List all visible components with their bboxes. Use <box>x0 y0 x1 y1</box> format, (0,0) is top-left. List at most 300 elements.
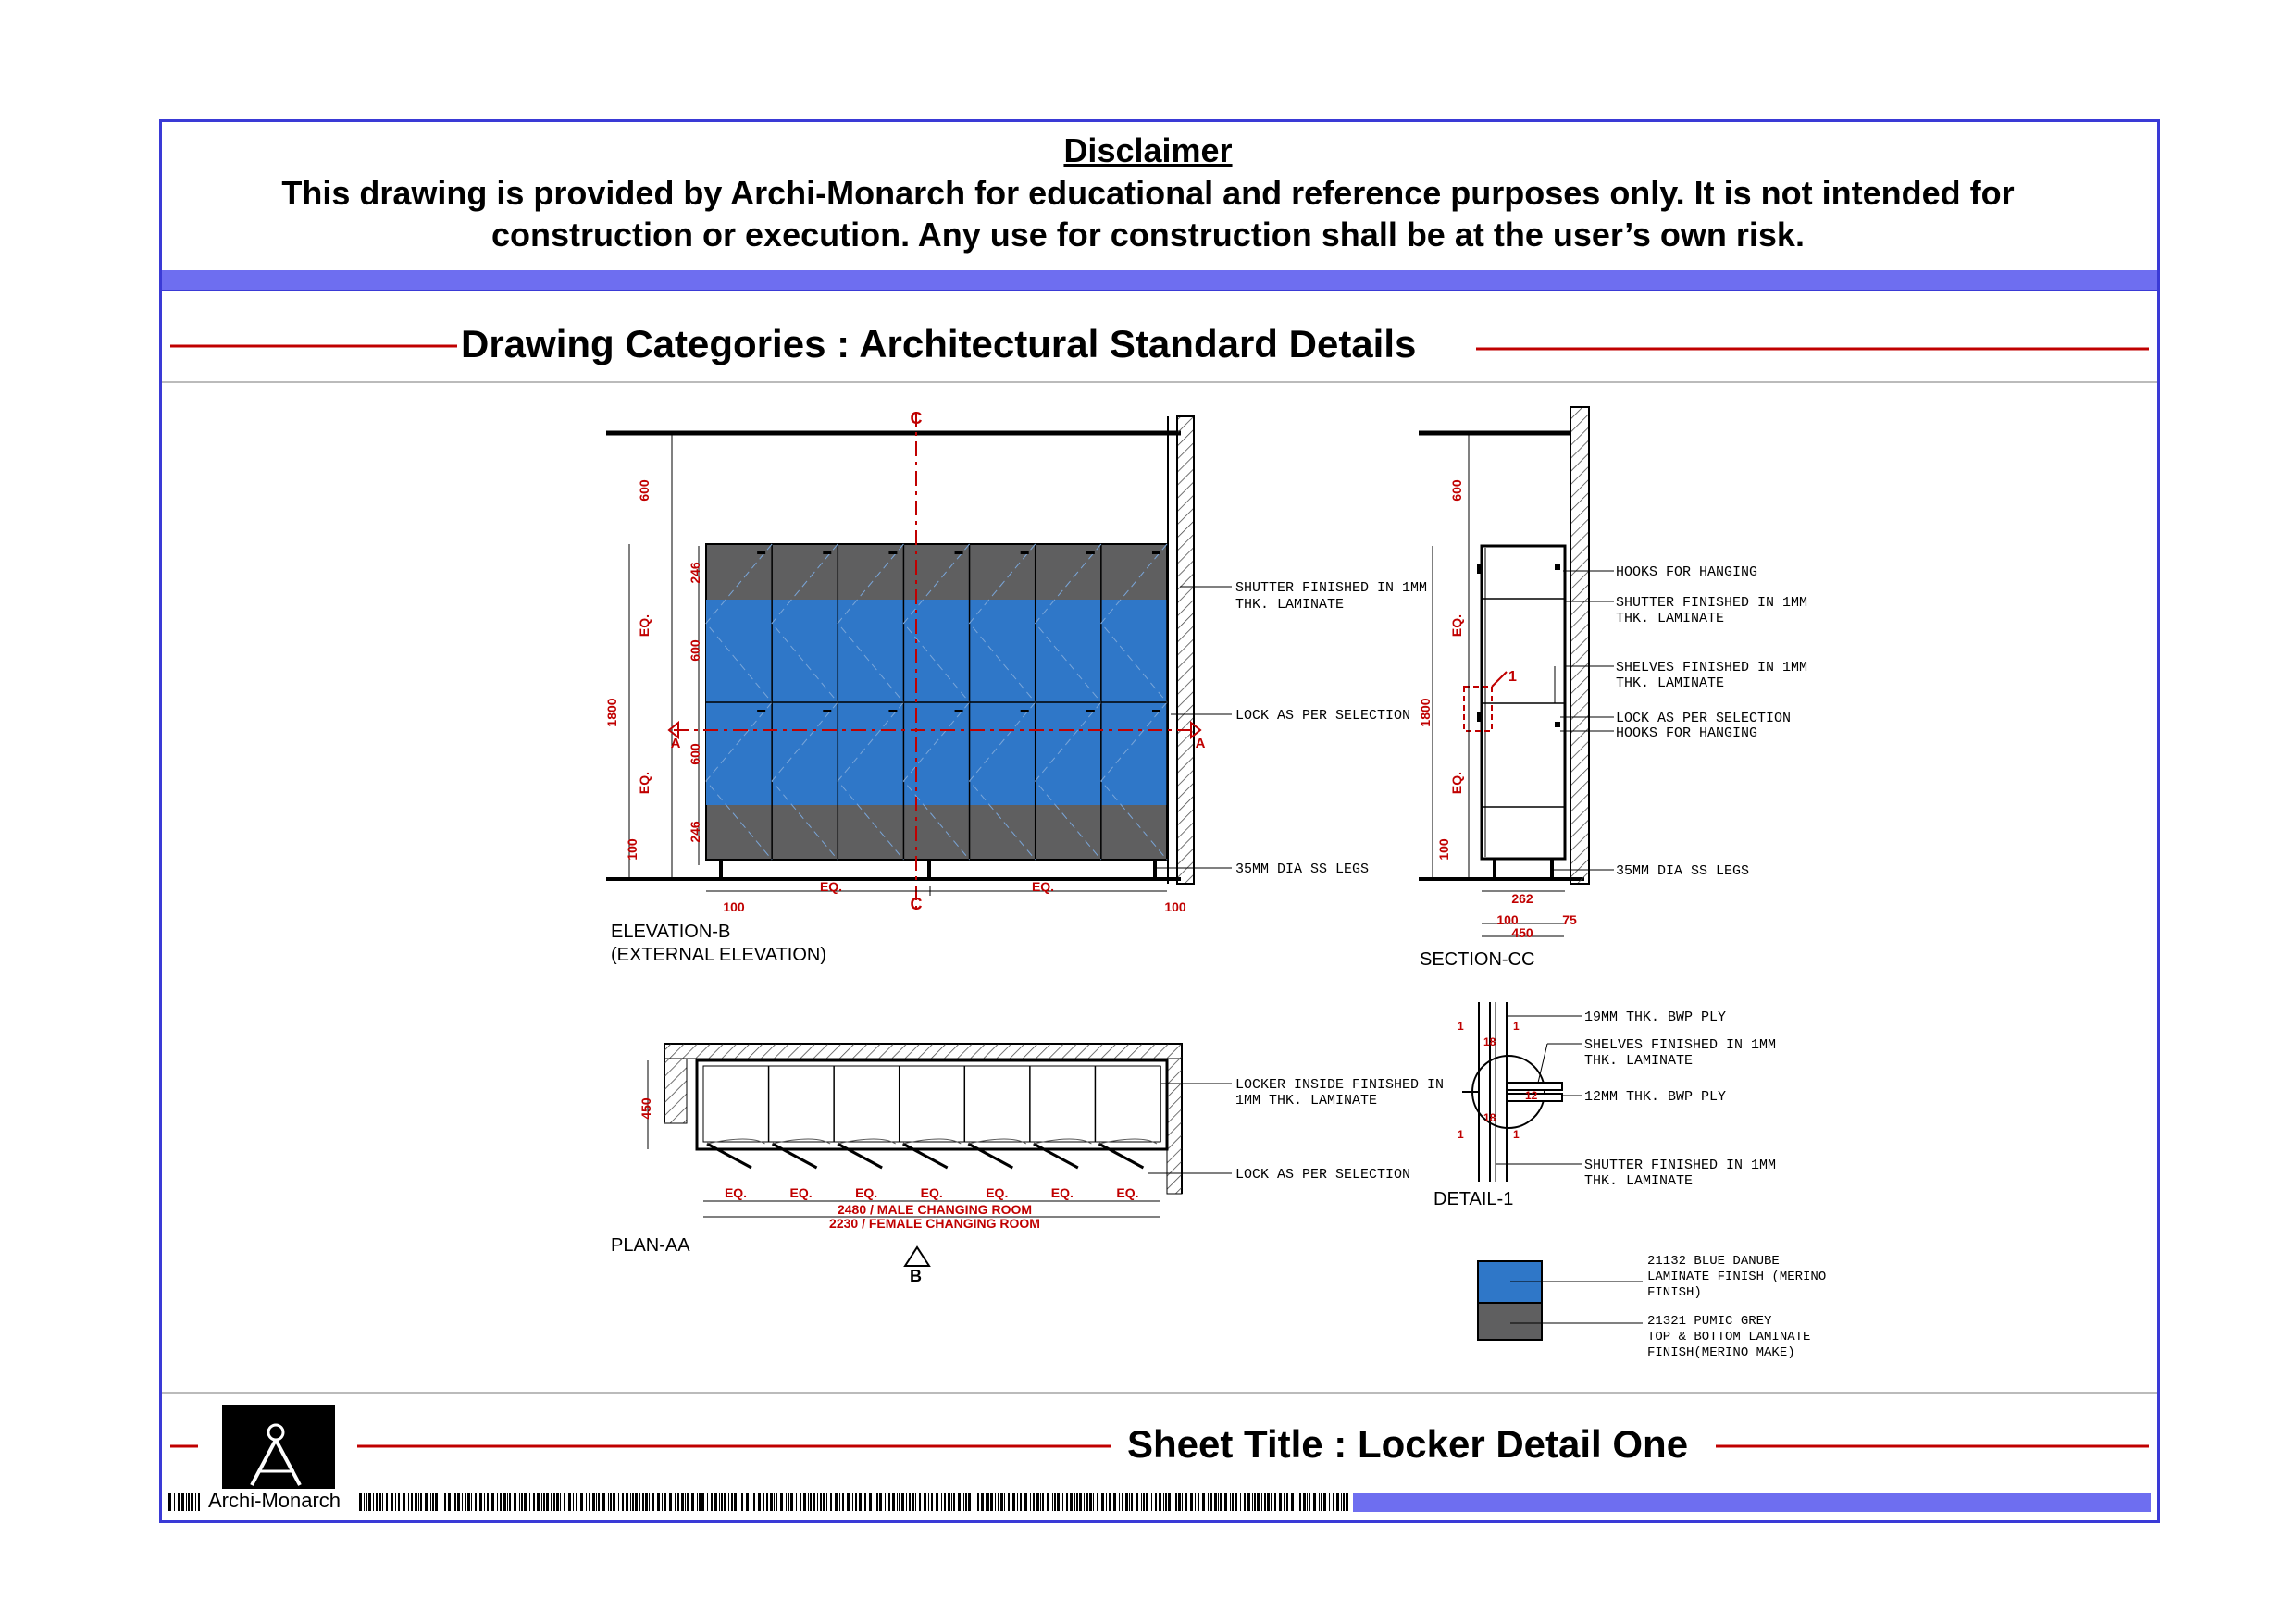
barcode-bar <box>560 1493 561 1511</box>
plan-door-leaf <box>1098 1144 1143 1168</box>
barcode-bar <box>1054 1493 1056 1511</box>
barcode-bar <box>1047 1493 1049 1511</box>
barcode-bar <box>1076 1493 1078 1511</box>
barcode-bar <box>415 1493 417 1511</box>
locker-leg <box>719 860 723 879</box>
barcode-bar <box>1341 1493 1342 1511</box>
barcode-bar <box>944 1493 946 1511</box>
barcode-bar <box>632 1493 634 1511</box>
barcode-bar <box>885 1493 886 1511</box>
barcode-bar <box>610 1493 612 1511</box>
detail-dim-12: 12 <box>1525 1089 1538 1102</box>
sec-note-hooks-bottom: HOOKS FOR HANGING <box>1616 725 1758 741</box>
barcode-bar <box>1267 1493 1270 1511</box>
elevation-label: ELEVATION-B <box>611 922 731 942</box>
finish-legend <box>1478 1261 1643 1340</box>
barcode-bar <box>963 1493 964 1511</box>
barcode-bar <box>1321 1493 1322 1511</box>
barcode-bar <box>376 1493 378 1511</box>
barcode-bar <box>649 1493 650 1511</box>
barcode-bar <box>746 1493 749 1511</box>
barcode-bar <box>432 1493 434 1511</box>
barcode-bar <box>796 1493 797 1511</box>
barcode-bar <box>662 1493 663 1511</box>
barcode-bar <box>852 1493 853 1511</box>
disclaimer-line-2: construction or execution. Any use for construction shall be at the user’s own risk. <box>491 216 1805 254</box>
barcode-bar <box>576 1493 577 1511</box>
plan-door-leaf <box>707 1144 751 1168</box>
barcode-bar <box>951 1493 952 1511</box>
barcode-bar <box>1057 1493 1060 1511</box>
barcode-bar <box>1168 1493 1171 1511</box>
detail-dim-1-b: 1 <box>1513 1020 1520 1033</box>
archi-monarch-logo <box>222 1405 335 1492</box>
barcode-bar <box>191 1493 193 1511</box>
barcode-bar <box>1264 1493 1266 1511</box>
detail-1 <box>1462 1002 1582 1182</box>
barcode-bar <box>529 1493 530 1511</box>
barcode-bar <box>553 1493 555 1511</box>
legend-grey-line-2: TOP & BOTTOM LAMINATE <box>1647 1330 1811 1344</box>
barcode-bar <box>195 1493 196 1511</box>
barcode-bar <box>711 1493 713 1511</box>
detail-note-shutter-2: THK. LAMINATE <box>1584 1173 1694 1189</box>
barcode-bar <box>1286 1493 1288 1511</box>
elev-note-legs: 35MM DIA SS LEGS <box>1235 861 1370 877</box>
barcode-bar <box>1291 1493 1294 1511</box>
barcode-bar <box>888 1493 890 1511</box>
barcode-bar <box>981 1493 984 1511</box>
barcode-bar <box>1232 1493 1234 1511</box>
legend-blue-line-1: 21132 BLUE DANUBE <box>1647 1254 1780 1269</box>
plan-dim-450: 450 <box>639 1097 653 1120</box>
barcode-bar <box>1125 1493 1128 1511</box>
barcode-bar <box>1336 1493 1339 1511</box>
barcode-bar <box>915 1493 916 1511</box>
barcode-bar <box>635 1493 638 1511</box>
barcode-bar <box>1261 1493 1262 1511</box>
barcode-bar <box>1017 1493 1018 1511</box>
barcode-bar <box>721 1493 723 1511</box>
barcode-bar <box>1178 1493 1181 1511</box>
barcode-bar <box>1208 1493 1209 1511</box>
elev-dim-eq-lower: EQ. <box>637 771 652 795</box>
barcode-strip <box>168 1493 1348 1511</box>
plan-dim-eq: EQ. <box>789 1185 813 1200</box>
barcode-bar <box>1000 1493 1003 1511</box>
sec-note-lock: LOCK AS PER SELECTION <box>1616 711 1792 726</box>
barcode-bar <box>484 1493 485 1511</box>
detail-note-shelves-1: SHELVES FINISHED IN 1MM <box>1584 1037 1777 1053</box>
barcode-bar <box>691 1493 694 1511</box>
detail-note-ply-12: 12MM THK. BWP PLY <box>1584 1089 1727 1105</box>
sec-note-shelves-1: SHELVES FINISHED IN 1MM <box>1616 660 1808 675</box>
barcode-bar <box>1257 1493 1260 1511</box>
barcode-bar <box>642 1493 644 1511</box>
door-lock <box>757 551 765 554</box>
detail-dim-1-d: 1 <box>1513 1128 1520 1141</box>
sec-dim-eq-upper: EQ. <box>1449 613 1464 638</box>
barcode-bar <box>1220 1493 1222 1511</box>
barcode-bar <box>391 1493 393 1511</box>
barcode-bar <box>1271 1493 1272 1511</box>
barcode-bar <box>1122 1493 1123 1511</box>
barcode-bar <box>1079 1493 1082 1511</box>
barcode-bar <box>198 1493 200 1511</box>
elev-dim-246-bottom: 246 <box>688 821 702 843</box>
door-lock <box>823 551 831 554</box>
door-lock <box>1021 710 1029 712</box>
detail-dim-18-b: 18 <box>1483 1111 1496 1124</box>
barcode-bar <box>500 1493 502 1511</box>
barcode-bar <box>564 1493 565 1511</box>
barcode-bar <box>1198 1493 1199 1511</box>
sec-dim-600: 600 <box>1449 479 1464 502</box>
barcode-bar <box>697 1493 698 1511</box>
barcode-bar <box>454 1493 456 1511</box>
barcode-bar <box>168 1493 171 1511</box>
disclaimer-title: Disclaimer <box>1063 131 1233 169</box>
barcode-bar <box>808 1493 809 1511</box>
plan-view-mark-b: B <box>910 1267 922 1285</box>
barcode-bar <box>1020 1493 1022 1511</box>
barcode-bar <box>776 1493 777 1511</box>
barcode-bar <box>465 1493 466 1511</box>
door-lock <box>888 551 897 554</box>
barcode-bar <box>912 1493 914 1511</box>
barcode-bar <box>645 1493 648 1511</box>
barcode-bar <box>543 1493 545 1511</box>
door-lock <box>1021 551 1029 554</box>
plan-note-inside-1: LOCKER INSIDE FINISHED IN <box>1235 1077 1445 1093</box>
barcode-bar <box>188 1493 190 1511</box>
plan-aa <box>648 1044 1232 1266</box>
barcode-bar <box>719 1493 720 1511</box>
plan-door-leaf <box>968 1144 1012 1168</box>
barcode-bar <box>503 1493 506 1511</box>
barcode-bar <box>928 1493 929 1511</box>
barcode-bar <box>803 1493 806 1511</box>
barcode-bar <box>186 1493 187 1511</box>
barcode-bar <box>707 1493 708 1511</box>
barcode-bar <box>366 1493 367 1511</box>
barcode-bar <box>968 1493 971 1511</box>
barcode-bar <box>839 1493 840 1511</box>
elev-dim-1800: 1800 <box>604 698 619 727</box>
barcode-bar <box>598 1493 600 1511</box>
barcode-bar <box>685 1493 686 1511</box>
barcode-bar <box>420 1493 422 1511</box>
barcode-bar <box>1097 1493 1098 1511</box>
barcode-bar <box>1033 1493 1035 1511</box>
door-lock <box>1152 710 1160 712</box>
barcode-bar <box>1066 1493 1068 1511</box>
barcode-bar <box>1343 1493 1345 1511</box>
barcode-bar <box>1151 1493 1152 1511</box>
barcode-bar <box>1182 1493 1183 1511</box>
barcode-bar <box>514 1493 516 1511</box>
barcode-bar <box>701 1493 704 1511</box>
sec-dim-262: 262 <box>1511 891 1533 906</box>
barcode-bar <box>1346 1493 1348 1511</box>
barcode-bar <box>724 1493 726 1511</box>
barcode-bar <box>524 1493 527 1511</box>
barcode-bar <box>425 1493 428 1511</box>
barcode-bar <box>677 1493 679 1511</box>
barcode-bar <box>1230 1493 1231 1511</box>
barcode-bar <box>1093 1493 1094 1511</box>
barcode-bar <box>958 1493 961 1511</box>
barcode-bar <box>618 1493 619 1511</box>
barcode-bar <box>382 1493 383 1511</box>
barcode-bar <box>1131 1493 1133 1511</box>
barcode-bar <box>1113 1493 1116 1511</box>
barcode-bar <box>398 1493 400 1511</box>
elev-dim-eq-bottom-2: EQ. <box>1031 879 1055 894</box>
detail-note-shutter-1: SHUTTER FINISHED IN 1MM <box>1584 1158 1777 1173</box>
barcode-bar <box>1333 1493 1334 1511</box>
barcode-bar <box>901 1493 904 1511</box>
sec-dim-75: 75 <box>1562 912 1577 927</box>
door-lock <box>757 710 765 712</box>
barcode-bar <box>1299 1493 1301 1511</box>
barcode-bar <box>986 1493 987 1511</box>
barcode-bar <box>931 1493 933 1511</box>
barcode-bar <box>435 1493 438 1511</box>
barcode-bar <box>1146 1493 1148 1511</box>
barcode-bar <box>556 1493 559 1511</box>
barcode-bar <box>580 1493 583 1511</box>
barcode-bar <box>899 1493 900 1511</box>
barcode-bar <box>876 1493 878 1511</box>
barcode-bar <box>813 1493 815 1511</box>
barcode-bar <box>178 1493 180 1511</box>
barcode-bar <box>995 1493 996 1511</box>
barcode-bar <box>817 1493 818 1511</box>
barcode-bar <box>403 1493 405 1511</box>
barcode-bar <box>448 1493 451 1511</box>
brand-name: Archi-Monarch <box>205 1489 343 1513</box>
plan-dim-eq: EQ. <box>855 1185 878 1200</box>
barcode-bar <box>699 1493 701 1511</box>
sec-dim-eq-lower: EQ. <box>1449 771 1464 795</box>
barcode-bar <box>664 1493 666 1511</box>
barcode-bar <box>573 1493 574 1511</box>
plan-door-leaf <box>903 1144 948 1168</box>
barcode-bar <box>359 1493 362 1511</box>
elev-dim-246-top: 246 <box>688 562 702 584</box>
barcode-bar <box>1185 1493 1187 1511</box>
barcode-bar <box>714 1493 717 1511</box>
plan-door-leaf <box>838 1144 882 1168</box>
plan-dim-eq: EQ. <box>1050 1185 1074 1200</box>
door-lock <box>1152 551 1160 554</box>
barcode-bar <box>613 1493 615 1511</box>
barcode-bar <box>909 1493 911 1511</box>
barcode-bar <box>859 1493 862 1511</box>
barcode-bar <box>1247 1493 1250 1511</box>
barcode-bar <box>546 1493 549 1511</box>
barcode-bar <box>1109 1493 1111 1511</box>
barcode-bar <box>1084 1493 1085 1511</box>
barcode-bar <box>820 1493 822 1511</box>
barcode-bar <box>181 1493 184 1511</box>
barcode-bar <box>418 1493 419 1511</box>
barcode-bar <box>855 1493 857 1511</box>
barcode-bar <box>592 1493 595 1511</box>
barcode-bar <box>1190 1493 1193 1511</box>
barcode-bar <box>622 1493 624 1511</box>
barcode-bar <box>774 1493 775 1511</box>
barcode-bar <box>507 1493 508 1511</box>
barcode-bar <box>681 1493 684 1511</box>
plan-label: PLAN-AA <box>611 1235 690 1256</box>
barcode-bar <box>430 1493 431 1511</box>
plan-dim-eq: EQ. <box>1116 1185 1139 1200</box>
barcode-bar <box>586 1493 587 1511</box>
plan-dim-eq: EQ. <box>986 1185 1009 1200</box>
barcode-bar <box>965 1493 967 1511</box>
barcode-bar <box>596 1493 597 1511</box>
plan-note-lock: LOCK AS PER SELECTION <box>1235 1167 1411 1183</box>
barcode-bar <box>864 1493 866 1511</box>
barcode-bar <box>1159 1493 1161 1511</box>
barcode-bar <box>652 1493 654 1511</box>
elev-dim-600-upper: 600 <box>688 639 702 662</box>
sec-note-legs: 35MM DIA SS LEGS <box>1616 863 1750 879</box>
barcode-bar <box>687 1493 689 1511</box>
barcode-bar <box>1214 1493 1217 1511</box>
barcode-bar <box>608 1493 609 1511</box>
sec-dim-450: 450 <box>1511 925 1533 940</box>
barcode-bar <box>669 1493 672 1511</box>
sec-note-shelves-2: THK. LAMINATE <box>1616 675 1725 691</box>
barcode-bar <box>1274 1493 1276 1511</box>
barcode-bar <box>1052 1493 1053 1511</box>
barcode-bar <box>639 1493 640 1511</box>
barcode-bar <box>379 1493 381 1511</box>
barcode-bar <box>1323 1493 1326 1511</box>
barcode-bar <box>551 1493 552 1511</box>
barcode-bar <box>826 1493 827 1511</box>
barcode-bar <box>1244 1493 1246 1511</box>
barcode-bar <box>835 1493 838 1511</box>
barcode-bar <box>1279 1493 1282 1511</box>
barcode-bar <box>174 1493 175 1511</box>
barcode-bar <box>373 1493 374 1511</box>
barcode-bar <box>1119 1493 1120 1511</box>
plan-door-leaf <box>1034 1144 1078 1168</box>
barcode-bar <box>602 1493 605 1511</box>
barcode-bar <box>1175 1493 1177 1511</box>
barcode-bar <box>906 1493 907 1511</box>
barcode-bar <box>1136 1493 1138 1511</box>
barcode-bar <box>626 1493 628 1511</box>
barcode-bar <box>1012 1493 1015 1511</box>
barcode-bar <box>519 1493 520 1511</box>
barcode-bar <box>790 1493 793 1511</box>
barcode-bar <box>731 1493 733 1511</box>
elev-note-lock: LOCK AS PER SELECTION <box>1235 708 1411 724</box>
elev-note-shutter-1: SHUTTER FINISHED IN 1MM <box>1235 580 1428 596</box>
legend-blue-line-3: FINISH) <box>1647 1285 1702 1300</box>
detail-note-ply-19: 19MM THK. BWP PLY <box>1584 1010 1727 1025</box>
detail-dim-1-c: 1 <box>1458 1128 1464 1141</box>
barcode-bar <box>1218 1493 1219 1511</box>
legend-blue-line-2: LAMINATE FINISH (MERINO <box>1647 1270 1827 1284</box>
barcode-bar <box>467 1493 470 1511</box>
barcode-bar <box>879 1493 882 1511</box>
barcode-bar <box>491 1493 494 1511</box>
locker-leg <box>1153 860 1157 879</box>
barcode-bar <box>411 1493 413 1511</box>
door-lock <box>1086 551 1095 554</box>
detail-dim-18-a: 18 <box>1483 1035 1496 1048</box>
barcode-bar <box>897 1493 898 1511</box>
sec-note-hooks-top: HOOKS FOR HANGING <box>1616 564 1758 580</box>
barcode-bar <box>1089 1493 1092 1511</box>
barcode-bar <box>869 1493 872 1511</box>
section-c-mark-bottom: C <box>910 895 923 913</box>
section-label: SECTION-CC <box>1420 949 1535 970</box>
plan-width-female: 2230 / FEMALE CHANGING ROOM <box>829 1216 1040 1231</box>
barcode-bar <box>1195 1493 1196 1511</box>
barcode-bar <box>948 1493 950 1511</box>
barcode-bar <box>1141 1493 1142 1511</box>
barcode-bar <box>533 1493 535 1511</box>
barcode-bar <box>1210 1493 1212 1511</box>
barcode-bar <box>1329 1493 1330 1511</box>
section-a-mark-left: A <box>670 736 681 751</box>
barcode-bar <box>766 1493 768 1511</box>
barcode-bar <box>1303 1493 1306 1511</box>
barcode-bar <box>1252 1493 1253 1511</box>
barcode-bar <box>471 1493 472 1511</box>
door-lock <box>955 710 963 712</box>
barcode-bar <box>462 1493 463 1511</box>
barcode-bar <box>1313 1493 1316 1511</box>
barcode-bar <box>800 1493 801 1511</box>
plan-dim-eq: EQ. <box>920 1185 943 1200</box>
barcode-bar <box>924 1493 926 1511</box>
barcode-bar <box>936 1493 938 1511</box>
plan-dim-eq: EQ. <box>724 1185 748 1200</box>
elev-dim-eq-bottom-1: EQ. <box>819 879 843 894</box>
barcode-bar <box>763 1493 764 1511</box>
door-lock <box>955 551 963 554</box>
barcode-bar <box>987 1493 989 1511</box>
sec-dim-1800: 1800 <box>1418 698 1433 727</box>
barcode-bar <box>479 1493 482 1511</box>
elev-note-shutter-2: THK. LAMINATE <box>1235 597 1345 613</box>
barcode-bar <box>1319 1493 1320 1511</box>
barcode-bar <box>1062 1493 1063 1511</box>
barcode-bar <box>780 1493 783 1511</box>
plan-door-leaf <box>773 1144 817 1168</box>
barcode-bar <box>630 1493 631 1511</box>
barcode-bar <box>1254 1493 1256 1511</box>
barcode-bar <box>675 1493 676 1511</box>
sheet-title: Sheet Title : Locker Detail One <box>1127 1422 1689 1466</box>
elev-dim-600-lower: 600 <box>688 743 702 765</box>
sec-note-shutter-1: SHUTTER FINISHED IN 1MM <box>1616 595 1808 611</box>
door-lock <box>888 710 897 712</box>
detail-label: DETAIL-1 <box>1433 1189 1514 1209</box>
locker-leg <box>927 860 931 879</box>
barcode-bar <box>741 1493 743 1511</box>
barcode-bar <box>953 1493 955 1511</box>
barcode-bar <box>1202 1493 1205 1511</box>
